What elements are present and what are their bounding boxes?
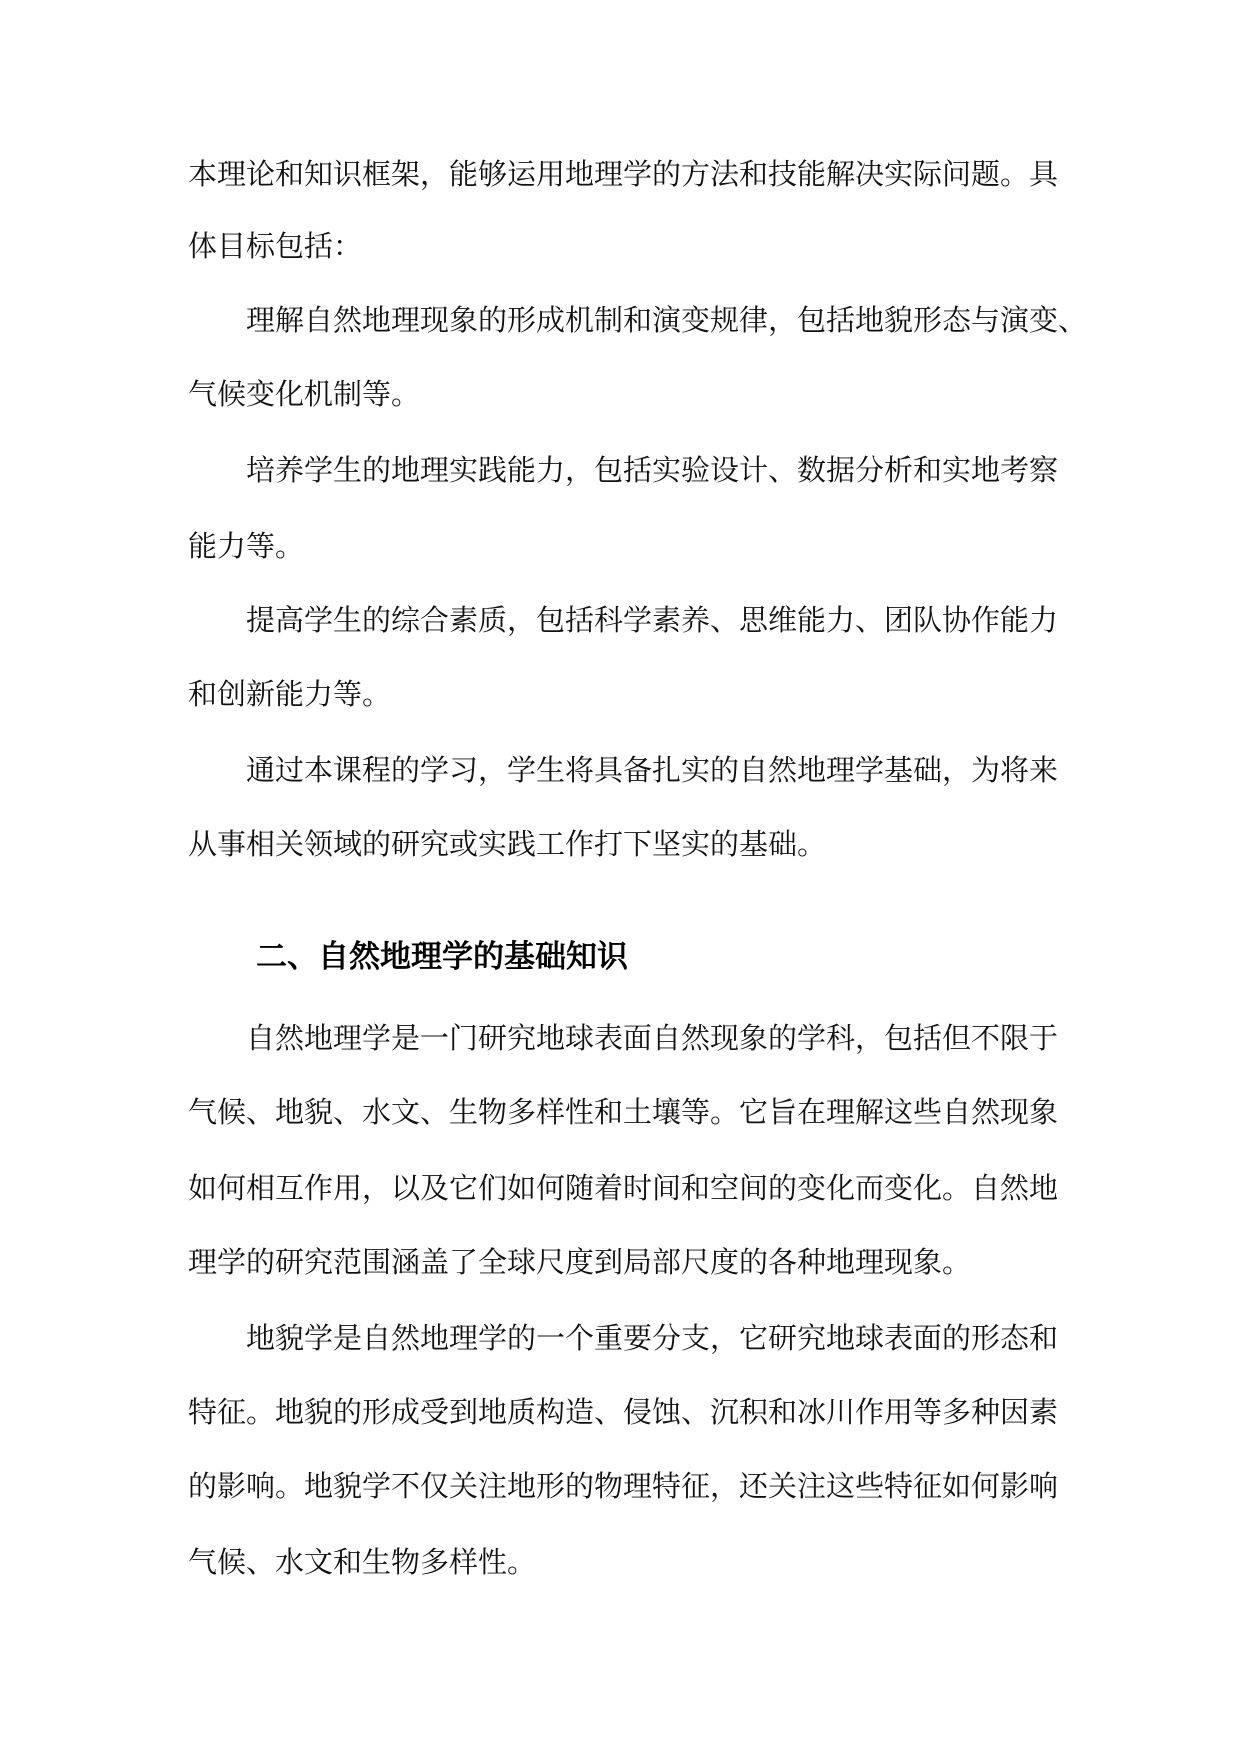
section-paragraph-1-line-1: 自然地理学是一门研究地球表面自然现象的学科，包括但不限于 — [246, 1021, 1059, 1055]
paragraph-5-line-2: 从事相关领域的研究或实践工作打下坚实的基础。 — [188, 827, 827, 861]
section-paragraph-1-line-2: 气候、地貌、水文、生物多样性和土壤等。它旨在理解这些自然现象 — [188, 1095, 1059, 1129]
paragraph-3-line-1: 培养学生的地理实践能力，包括实验设计、数据分析和实地考察 — [246, 453, 1059, 487]
section-paragraph-2-line-4: 气候、水文和生物多样性。 — [188, 1545, 537, 1579]
paragraph-1-line-1: 本理论和知识框架，能够运用地理学的方法和技能解决实际问题。具 — [188, 157, 1059, 191]
section-heading: 二、自然地理学的基础知识 — [256, 939, 628, 975]
section-paragraph-2-line-3: 的影响。地貌学不仅关注地形的物理特征，还关注这些特征如何影响 — [188, 1469, 1059, 1503]
paragraph-4-line-1: 提高学生的综合素质，包括科学素养、思维能力、团队协作能力 — [246, 603, 1059, 637]
paragraph-2-line-2: 气候变化机制等。 — [188, 377, 421, 411]
paragraph-1-line-2: 体目标包括： — [188, 229, 363, 263]
paragraph-3-line-2: 能力等。 — [188, 529, 305, 563]
section-paragraph-2-line-1: 地貌学是自然地理学的一个重要分支，它研究地球表面的形态和 — [246, 1321, 1059, 1355]
section-paragraph-1-line-3: 如何相互作用，以及它们如何随着时间和空间的变化而变化。自然地 — [188, 1171, 1059, 1205]
paragraph-4-line-2: 和创新能力等。 — [188, 677, 392, 711]
section-paragraph-1-line-4: 理学的研究范围涵盖了全球尺度到局部尺度的各种地理现象。 — [188, 1245, 972, 1279]
paragraph-2-line-1: 理解自然地理现象的形成机制和演变规律，包括地貌形态与演变、 — [246, 303, 1088, 337]
paragraph-5-line-1: 通过本课程的学习，学生将具备扎实的自然地理学基础，为将来 — [246, 753, 1059, 787]
section-paragraph-2-line-2: 特征。地貌的形成受到地质构造、侵蚀、沉积和冰川作用等多种因素 — [188, 1395, 1059, 1429]
